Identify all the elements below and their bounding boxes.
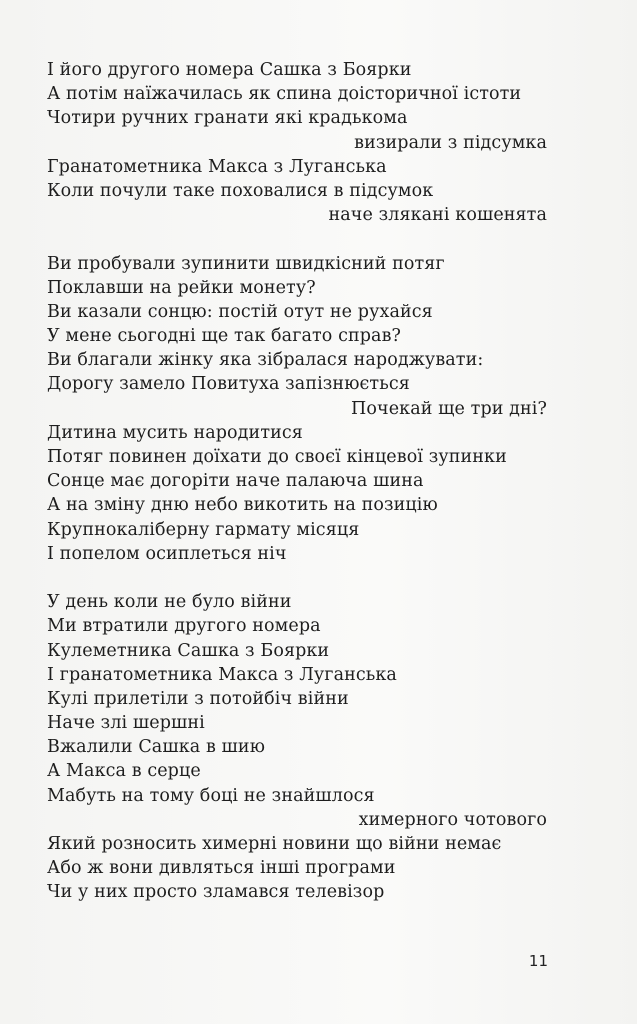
poem-line: Ви пробували зупинити швидкісний потяг (47, 253, 445, 274)
poem-line: Ви казали сонцю: постій отут не рухайся (47, 301, 433, 322)
poem-line: Гранатометника Макса з Луганська (47, 156, 387, 177)
stanza-break (47, 566, 547, 590)
poem-line: Вжалили Сашка в шию (47, 737, 266, 758)
poem-line: Який розносить химерні новини що війни немає (47, 834, 502, 854)
poem-line: Сонце має догоріти наче палаюча шина (47, 471, 424, 492)
poem-line: Крупнокаліберну гармату місяця (47, 519, 360, 540)
stanza-break (47, 227, 547, 251)
page-number: 11 (528, 952, 548, 970)
poem-line: Коли почули таке поховалися в підсумок (47, 180, 434, 201)
poem-line: Наче злі шершні (47, 713, 205, 734)
poem-line: Потяг повинен доїхати до своєї кінцевої зупинки (47, 447, 507, 467)
poem-line: Кулеметника Сашка з Боярки (47, 640, 330, 661)
poem-line: І його другого номера Сашка з Боярки (47, 60, 412, 80)
poem-line: Дорогу замело Повитуха запізнюється (47, 374, 410, 395)
poem-line: А потім наїжачилась як спина доісторичної істоти (47, 84, 522, 105)
poem-line: А Макса в серце (47, 761, 201, 782)
poem-line: Мабуть на тому боці не знайшлося (47, 785, 375, 806)
poem-line: Чи у них просто зламався телевізор (47, 882, 385, 903)
poem-line: визирали з підсумка (354, 132, 547, 153)
poem-line: Поклавши на рейки монету? (47, 277, 316, 298)
poem-line: Почекай ще три дні? (351, 398, 547, 419)
poem-line: І гранатометника Макса з Луганська (47, 664, 397, 685)
poem-line: І попелом осиплеться ніч (47, 543, 287, 564)
poem-line: Ми втратили другого номера (47, 616, 321, 637)
poem-line: У мене сьогодні ще так багато справ? (47, 326, 402, 347)
poem-line: Кулі прилетіли з потойбіч війни (47, 688, 349, 709)
poem-line: наче злякані кошенята (328, 205, 547, 226)
poem-line: Дитина мусить народитися (47, 422, 303, 443)
poem-line: А на зміну дню небо викотить на позицію (47, 495, 438, 516)
poem-line: Ви благали жінку яка зібралася народжувати: (47, 350, 484, 371)
poem-line: Або ж вони дивляться інші програми (47, 858, 396, 879)
poem-line: У день коли не було війни (47, 592, 292, 613)
poem-line: Чотири ручних гранати які крадькома (47, 108, 408, 129)
poem-line: химерного чотового (358, 809, 547, 830)
poem-text (47, 58, 547, 905)
